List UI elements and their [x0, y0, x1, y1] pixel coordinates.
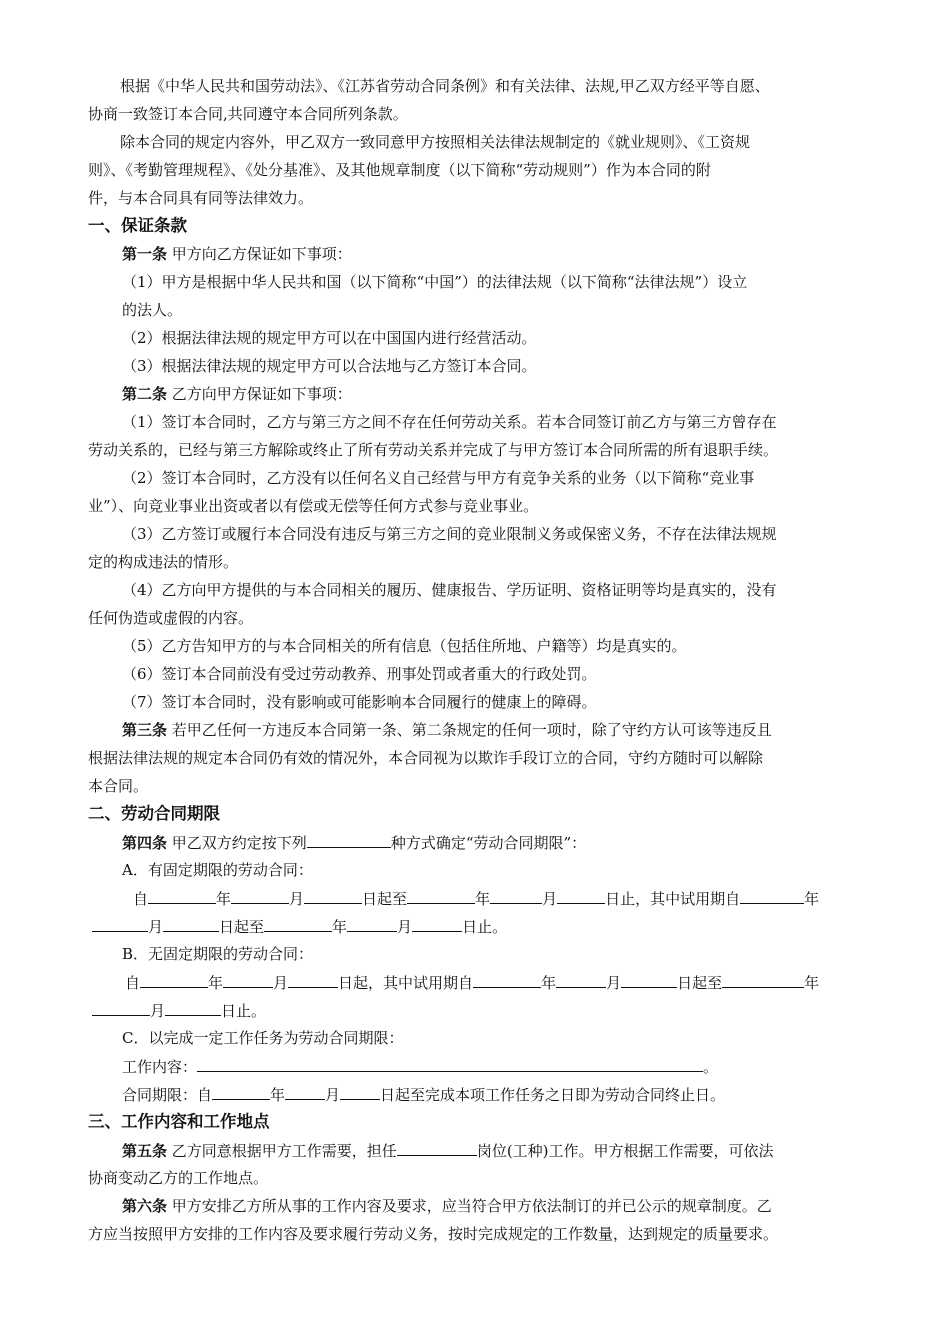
article-5-label: 第五条 [122, 1142, 168, 1160]
month-label: 月 [542, 890, 558, 908]
option-b-dates-line-2 [92, 999, 266, 1022]
a-probation-end-year-blank[interactable] [264, 915, 332, 932]
day-from-to-label: 日起至 [219, 918, 265, 936]
intro-paragraph-2-line-1: 除本合同的规定内容外，甲乙双方一致同意甲方按照相关法律法规制定的《就业规则》、《工资规 [120, 133, 751, 151]
day-end-probation-label: 日止，其中试用期自 [605, 890, 741, 908]
period-mark: 。 [703, 1058, 719, 1076]
article-2-item-4-line-2: 任何伪造或虚假的内容。 [88, 609, 254, 627]
a-start-month-blank[interactable] [231, 887, 289, 904]
c-start-year-blank[interactable] [212, 1083, 270, 1100]
zi-label: 自 [133, 890, 149, 908]
month-label: 月 [325, 1086, 341, 1104]
option-c-title: C．以完成一定工作任务为劳动合同期限： [122, 1029, 404, 1047]
a-probation-end-day-blank[interactable] [412, 915, 462, 932]
day-end-label: 日止。 [221, 1002, 267, 1020]
article-2-item-3-line-1: （3）乙方签订或履行本合同没有违反与第三方之间的竞业限制义务或保密义务，不存在法律法规规 [122, 525, 777, 543]
article-1-item-2: （2）根据法律法规的规定甲方可以在中国国内进行经营活动。 [122, 329, 537, 347]
article-4-post: 种方式确定“劳动合同期限”： [390, 834, 587, 852]
article-6-line-2: 方应当按照甲方安排的工作内容及要求履行劳动义务，按时完成规定的工作数量，达到规定的质量要求。 [88, 1225, 779, 1243]
year-label: 年 [804, 974, 820, 992]
section-2-title: 二、劳动合同期限 [88, 804, 220, 823]
article-3-line-2: 根据法律法规的规定本合同仍有效的情况外，本合同视为以欺诈手段订立的合同，守约方随时可以解除 [88, 749, 764, 767]
c-start-month-blank[interactable] [285, 1083, 325, 1100]
b-probation-start-day-blank[interactable] [621, 971, 677, 988]
month-label: 月 [289, 890, 305, 908]
year-label: 年 [475, 890, 491, 908]
option-a-title: A．有固定期限的劳动合同： [122, 861, 313, 879]
contract-type-blank[interactable] [307, 831, 391, 848]
b-probation-start-year-blank[interactable] [473, 971, 541, 988]
article-3-text: 若甲乙任何一方违反本合同第一条、第二条规定的任何一项时，除了守约方认可该等违反且 [171, 721, 772, 739]
article-2-item-4-line-1: （4）乙方向甲方提供的与本合同相关的履历、健康报告、学历证明、资格证明等均是真实的，没有 [122, 581, 777, 599]
article-2-text: 乙方向甲方保证如下事项： [171, 385, 352, 403]
intro-paragraph-1-line-2: 协商一致签订本合同,共同遵守本合同所列条款。 [88, 105, 408, 123]
b-probation-end-month-blank[interactable] [92, 999, 150, 1016]
article-2-item-1-line-2: 劳动关系的，已经与第三方解除或终止了所有劳动关系并完成了与甲方签订本合同所需的所有退职手续。 [88, 441, 779, 459]
article-1-item-3: （3）根据法律法规的规定甲方可以合法地与乙方签订本合同。 [122, 357, 537, 375]
article-5-pre: 乙方同意根据甲方工作需要，担任 [171, 1142, 397, 1160]
month-label: 月 [273, 974, 289, 992]
month-label: 月 [397, 918, 413, 936]
article-2-item-2-line-2: 业”）、向竞业事业出资或者以有偿或无偿等任何方式参与竞业事业。 [88, 497, 539, 515]
a-probation-end-month-blank[interactable] [347, 915, 397, 932]
b-start-day-blank[interactable] [288, 971, 338, 988]
work-content-label: 工作内容： [122, 1058, 198, 1076]
option-a-dates-line-1 [133, 887, 819, 910]
article-5-line-2: 协商变动乙方的工作地点。 [88, 1169, 269, 1187]
option-b-title: B．无固定期限的劳动合同： [122, 945, 314, 963]
month-label: 月 [150, 1002, 166, 1020]
year-label: 年 [208, 974, 224, 992]
month-label: 月 [606, 974, 622, 992]
position-blank[interactable] [397, 1139, 477, 1156]
article-3-line-3: 本合同。 [88, 777, 149, 795]
article-1-text: 甲方向乙方保证如下事项： [171, 245, 352, 263]
year-label: 年 [541, 974, 557, 992]
a-end-day-blank[interactable] [557, 887, 605, 904]
article-2-item-7: （7）签订本合同时，没有影响或可能影响本合同履行的健康上的障碍。 [122, 693, 597, 711]
article-6-line-1 [122, 1195, 772, 1217]
year-label: 年 [332, 918, 348, 936]
c-start-day-blank[interactable] [340, 1083, 380, 1100]
article-3-label: 第三条 [122, 721, 168, 739]
day-end-label: 日止。 [462, 918, 508, 936]
article-1-item-1-line-1: （1）甲方是根据中华人民共和国（以下简称“中国”）的法律法规（以下简称“法律法规”）设立 [122, 273, 748, 291]
article-5-line-1 [122, 1139, 774, 1162]
article-2-item-3-line-2: 定的构成违法的情形。 [88, 553, 239, 571]
article-4-pre: 甲乙双方约定按下列 [171, 834, 307, 852]
article-2-item-2-line-1: （2）签订本合同时，乙方没有以任何名义自己经营与甲方有竞争关系的业务（以下简称“竞业事 [122, 469, 755, 487]
b-start-month-blank[interactable] [223, 971, 273, 988]
a-probation-start-year-blank[interactable] [740, 887, 804, 904]
year-label: 年 [270, 1086, 286, 1104]
day-from-to-label: 日起至 [677, 974, 723, 992]
work-content-line [122, 1055, 718, 1078]
intro-paragraph-2-line-3: 件，与本合同具有同等法律效力。 [88, 189, 314, 207]
intro-paragraph-1-line-1: 根据《中华人民共和国劳动法》、《江苏省劳动合同条例》和有关法律、法规,甲乙双方经平等自愿、 [120, 77, 770, 95]
contract-period-label: 合同期限：自 [122, 1086, 213, 1104]
zi-label: 自 [125, 974, 141, 992]
b-probation-end-year-blank[interactable] [722, 971, 804, 988]
a-start-year-blank[interactable] [148, 887, 216, 904]
article-1-heading [122, 243, 352, 265]
contract-period-tail: 日起至完成本项工作任务之日即为劳动合同终止日。 [380, 1086, 726, 1104]
month-label: 月 [148, 918, 164, 936]
a-probation-start-month-blank[interactable] [92, 915, 148, 932]
section-3-title: 三、工作内容和工作地点 [88, 1112, 270, 1131]
article-5-post: 岗位(工种)工作。甲方根据工作需要，可依法 [476, 1142, 774, 1160]
work-content-blank[interactable] [197, 1055, 703, 1072]
article-3-line-1 [122, 719, 772, 741]
day-start-probation-label: 日起，其中试用期自 [338, 974, 474, 992]
b-probation-end-day-blank[interactable] [165, 999, 221, 1016]
b-probation-start-month-blank[interactable] [556, 971, 606, 988]
article-1-item-1-line-2: 的法人。 [122, 301, 183, 319]
article-4-label: 第四条 [122, 834, 168, 852]
article-4-line [122, 831, 586, 854]
article-6-text: 甲方安排乙方所从事的工作内容及要求，应当符合甲方依法制订的并已公示的规章制度。乙 [171, 1197, 772, 1215]
a-end-year-blank[interactable] [407, 887, 475, 904]
b-start-year-blank[interactable] [140, 971, 208, 988]
day-from-to-label: 日起至 [362, 890, 408, 908]
article-1-label: 第一条 [122, 245, 168, 263]
option-a-dates-line-2 [92, 915, 507, 938]
year-label: 年 [804, 890, 820, 908]
a-end-month-blank[interactable] [490, 887, 542, 904]
article-2-item-6: （6）签订本合同前没有受过劳动教养、刑事处罚或者重大的行政处罚。 [122, 665, 597, 683]
section-1-title: 一、保证条款 [88, 216, 187, 235]
year-label: 年 [216, 890, 232, 908]
article-2-item-1-line-1: （1）签订本合同时，乙方与第三方之间不存在任何劳动关系。若本合同签订前乙方与第三方曾存在 [122, 413, 777, 431]
article-2-label: 第二条 [122, 385, 168, 403]
article-2-item-5: （5）乙方告知甲方的与本合同相关的所有信息（包括住所地、户籍等）均是真实的。 [122, 637, 687, 655]
intro-paragraph-2-line-2: 则》、《考勤管理规程》、《处分基准》、及其他规章制度（以下简称“劳动规则”）作为本合同的附 [88, 161, 711, 179]
article-6-label: 第六条 [122, 1197, 168, 1215]
contract-period-line [122, 1083, 725, 1106]
article-2-heading [122, 383, 352, 405]
option-b-dates-line-1 [125, 971, 819, 994]
a-probation-start-day-blank[interactable] [163, 915, 219, 932]
a-start-day-blank[interactable] [304, 887, 362, 904]
